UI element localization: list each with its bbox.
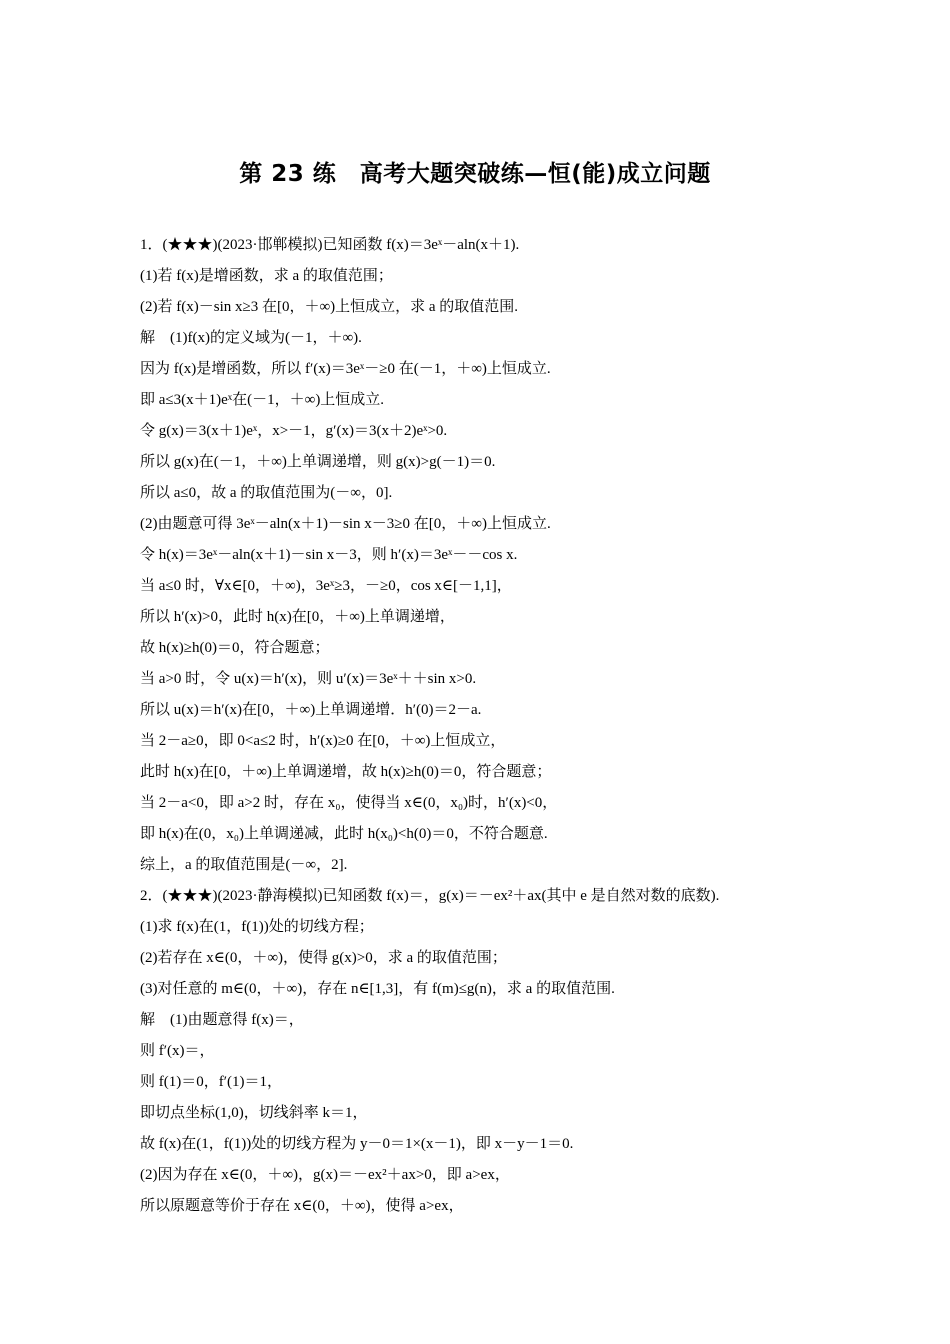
solution-line: 当 2－a<0，即 a>2 时，存在 x₀，使得当 x∈(0，x₀)时，h′(x)<0，	[140, 795, 558, 811]
solution-line: 则 f′(x)＝，	[140, 1043, 215, 1059]
solution-line: 故 h(x)≥h(0)＝0，符合题意；	[140, 640, 330, 656]
solution-line: (2)由题意可得 3eˣ－aln(x＋1)－sin x－3≥0 在[0，＋∞)上恒成立.	[140, 516, 551, 532]
solution-line: 即切点坐标(1,0)，切线斜率 k＝1，	[140, 1105, 368, 1121]
solution-line: 所以 a≤0，故 a 的取值范围为(－∞，0].	[140, 485, 393, 501]
solution-line: 即 h(x)在(0，x₀)上单调递减，此时 h(x₀)<h(0)＝0，不符合题意.	[140, 826, 548, 842]
problem-2-statement: 2．(★★★)(2023·静海模拟)已知函数 f(x)＝，g(x)＝－ex²＋ax(其中 e 是自然对数的底数).	[140, 888, 720, 904]
problem-2-part-1: (1)求 f(x)在(1，f(1))处的切线方程；	[140, 919, 374, 935]
solution-line: 此时 h(x)在[0，＋∞)上单调递增，故 h(x)≥h(0)＝0，符合题意；	[140, 764, 552, 780]
page-title: 第 23 练 高考大题突破练—恒(能)成立问题	[239, 161, 711, 187]
solution-line: 所以原题意等价于存在 x∈(0，＋∞)，使得 a>ex，	[140, 1198, 464, 1214]
problem-2-part-2: (2)若存在 x∈(0，＋∞)，使得 g(x)>0，求 a 的取值范围；	[140, 950, 507, 966]
solution-line: 令 g(x)＝3(x＋1)eˣ，x>－1，g′(x)＝3(x＋2)eˣ>0.	[140, 423, 448, 439]
problem-1-part-2: (2)若 f(x)－sin x≥3 在[0，＋∞)上恒成立，求 a 的取值范围.	[140, 299, 519, 315]
solution-line: 故 f(x)在(1，f(1))处的切线方程为 y－0＝1×(x－1)，即 x－y－1＝0.	[140, 1136, 574, 1152]
solution-line: 所以 u(x)＝h′(x)在[0，＋∞)上单调递增．h′(0)＝2－a.	[140, 702, 482, 718]
solution-line: 所以 g(x)在(－1，＋∞)上单调递增，则 g(x)>g(－1)＝0.	[140, 454, 496, 470]
solution-line: 当 a>0 时，令 u(x)＝h′(x)，则 u′(x)＝3eˣ＋＋sin x>0.	[140, 671, 477, 687]
solution-line: 当 2－a≥0，即 0<a≤2 时，h′(x)≥0 在[0，＋∞)上恒成立，	[140, 733, 506, 749]
solution-line: 因为 f(x)是增函数，所以 f′(x)＝3eˣ－≥0 在(－1，＋∞)上恒成立.	[140, 361, 551, 377]
problem-1-statement: 1．(★★★)(2023·邯郸模拟)已知函数 f(x)＝3eˣ－aln(x＋1).	[140, 237, 520, 253]
solution-line: 所以 h′(x)>0，此时 h(x)在[0，＋∞)上单调递增，	[140, 609, 455, 625]
solution-line: 解 (1)由题意得 f(x)＝，	[140, 1012, 304, 1028]
solution-line: 综上，a 的取值范围是(－∞，2].	[140, 857, 348, 873]
solution-line: 即 a≤3(x＋1)eˣ在(－1，＋∞)上恒成立.	[140, 392, 385, 408]
document-body	[140, 230, 830, 1222]
solution-line: 解 (1)f(x)的定义域为(－1，＋∞).	[140, 330, 362, 346]
problem-1-part-1: (1)若 f(x)是增函数，求 a 的取值范围；	[140, 268, 393, 284]
solution-line: (2)因为存在 x∈(0，＋∞)，g(x)＝－ex²＋ax>0，即 a>ex，	[140, 1167, 510, 1183]
solution-line: 则 f(1)＝0，f′(1)＝1，	[140, 1074, 283, 1090]
problem-2-part-3: (3)对任意的 m∈(0，＋∞)，存在 n∈[1,3]，有 f(m)≤g(n)，求 a 的取值范围.	[140, 981, 615, 997]
solution-line: 当 a≤0 时，∀x∈[0，＋∞)，3eˣ≥3，－≥0，cos x∈[－1,1]，	[140, 578, 512, 594]
solution-line: 令 h(x)＝3eˣ－aln(x＋1)－sin x－3，则 h′(x)＝3eˣ－－cos x.	[140, 547, 518, 563]
